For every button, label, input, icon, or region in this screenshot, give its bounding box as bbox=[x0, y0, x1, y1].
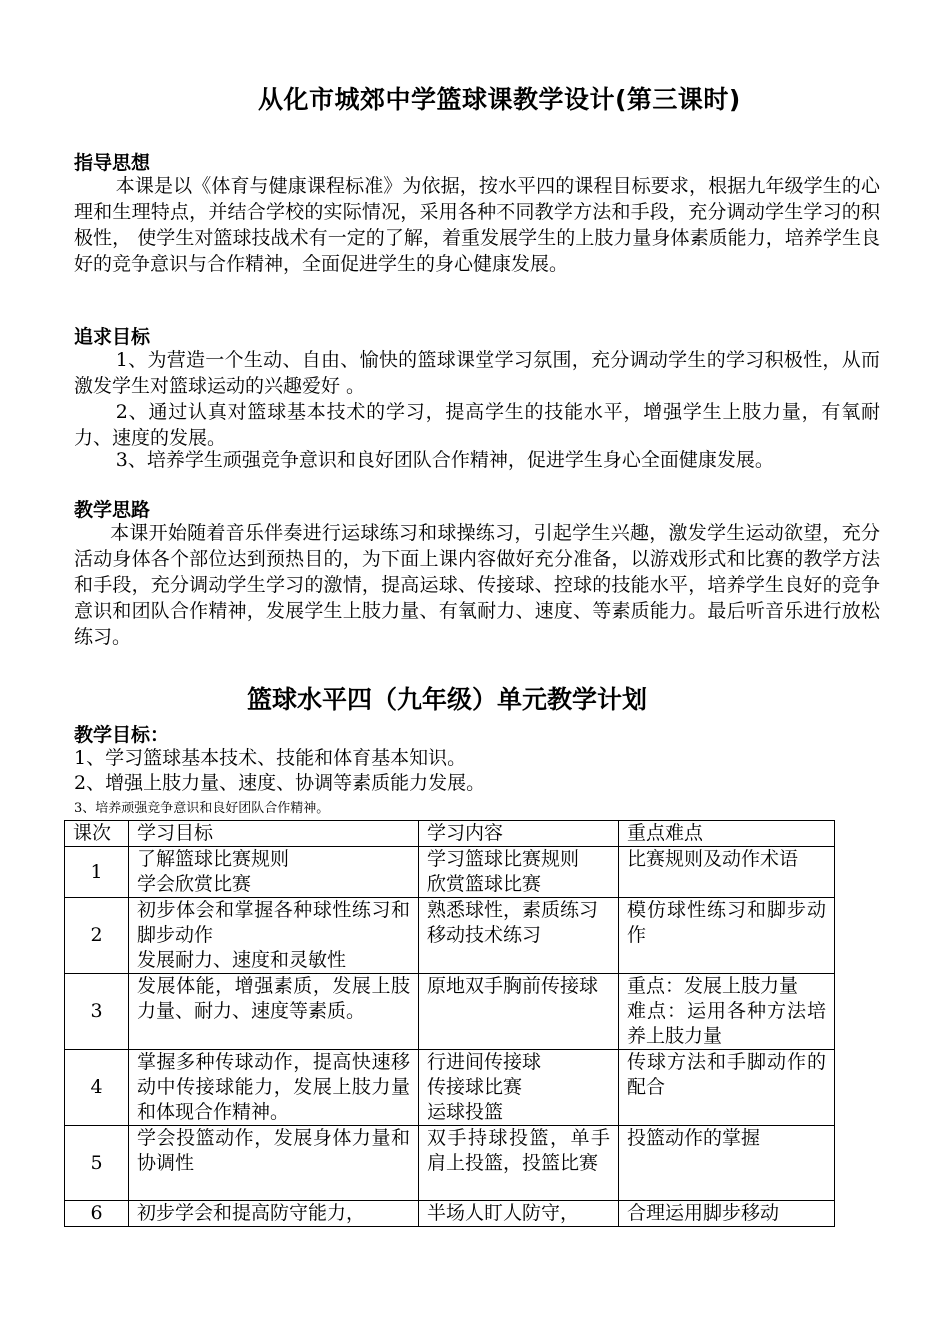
header-goal: 学习目标 bbox=[129, 821, 419, 847]
lesson-goal: 了解篮球比赛规则 学会欣赏比赛 bbox=[129, 847, 419, 898]
lesson-goal: 初步体会和掌握各种球性练习和脚步动作 发展耐力、速度和灵敏性 bbox=[129, 898, 419, 974]
lesson-content: 学习篮球比赛规则 欣赏篮球比赛 bbox=[419, 847, 619, 898]
lesson-number: 1 bbox=[65, 847, 129, 898]
lesson-number: 4 bbox=[65, 1050, 129, 1126]
lesson-goal: 发展体能，增强素质，发展上肢力量、耐力、速度等素质。 bbox=[129, 974, 419, 1050]
lesson-key-points: 比赛规则及动作术语 bbox=[619, 847, 835, 898]
lesson-goal: 学会投篮动作，发展身体力量和协调性 bbox=[129, 1126, 419, 1201]
lesson-key-points: 合理运用脚步移动 bbox=[619, 1201, 835, 1227]
objective-item-1: 1、学习篮球基本技术、技能和体育基本知识。 bbox=[74, 747, 467, 769]
table-header-row bbox=[65, 821, 835, 847]
unit-plan-table bbox=[64, 820, 835, 1227]
unit-title: 篮球水平四（九年级）单元教学计划 bbox=[247, 685, 648, 714]
lesson-content: 双手持球投篮，单手肩上投篮，投篮比赛 bbox=[419, 1126, 619, 1201]
document-title: 从化市城郊中学篮球课教学设计(第三课时) bbox=[258, 85, 741, 114]
header-content: 学习内容 bbox=[419, 821, 619, 847]
objective-item-2: 2、增强上肢力量、速度、协调等素质能力发展。 bbox=[74, 772, 486, 794]
lesson-content: 行进间传接球 传接球比赛 运球投篮 bbox=[419, 1050, 619, 1126]
table-row bbox=[65, 1201, 835, 1227]
approach-paragraph: 本课开始随着音乐伴奏进行运球练习和球操练习，引起学生兴趣，激发学生运动欲望，充分活动身体各个部位达到预热目的，为下面上课内容做好充分准备，以游戏形式和比赛的教学方法和手段，充分调动学生学习的激情，提高运球、传接球、控球的技能水平，培养学生良好的竞争意识和团队合作精神，发展学生上肢力量、有氧耐力、速度、等素质能力。最后听音乐进行放松练习。 bbox=[74, 522, 880, 648]
guide-paragraph: 本课是以《体育与健康课程标准》为依据，按水平四的课程目标要求，根据九年级学生的心理和生理特点，并结合学校的实际情况，采用各种不同教学方法和手段，充分调动学生学习的积极性， 使学生对篮球技战术有一定的了解，着重发展学生的上肢力量身体素质能力，培养学生良好的竞争意识与合作精神，全面促进学生的身心健康发展。 bbox=[74, 175, 880, 275]
goal-item-3: 3、培养学生顽强竞争意识和良好团队合作精神，促进学生身心全面健康发展。 bbox=[115, 449, 774, 471]
approach-heading: 教学思路 bbox=[74, 499, 151, 521]
lesson-number: 5 bbox=[65, 1126, 129, 1201]
lesson-goal: 初步学会和提高防守能力， bbox=[129, 1201, 419, 1227]
table-row bbox=[65, 1050, 835, 1126]
table-row bbox=[65, 974, 835, 1050]
goals-heading: 追求目标 bbox=[74, 326, 151, 348]
objectives-heading: 教学目标： bbox=[74, 724, 170, 746]
lesson-content: 熟悉球性，素质练习 移动技术练习 bbox=[419, 898, 619, 974]
goal-item-2: 2、通过认真对篮球基本技术的学习，提高学生的技能水平，增强学生上肢力量，有氧耐力、速度的发展。 bbox=[74, 401, 880, 449]
lesson-key-points: 投篮动作的掌握 bbox=[619, 1126, 835, 1201]
header-lesson: 课次 bbox=[65, 821, 129, 847]
table-row bbox=[65, 898, 835, 974]
lesson-key-points: 重点：发展上肢力量 难点：运用各种方法培养上肢力量 bbox=[619, 974, 835, 1050]
table-row bbox=[65, 1126, 835, 1201]
lesson-number: 6 bbox=[65, 1201, 129, 1227]
goal-item-1: 1、为营造一个生动、自由、愉快的篮球课堂学习氛围，充分调动学生的学习积极性，从而激发学生对篮球运动的兴趣爱好 。 bbox=[74, 349, 880, 397]
objective-item-3: 3、培养顽强竞争意识和良好团队合作精神。 bbox=[74, 801, 330, 816]
lesson-number: 2 bbox=[65, 898, 129, 974]
header-key-points: 重点难点 bbox=[619, 821, 835, 847]
lesson-content: 原地双手胸前传接球 bbox=[419, 974, 619, 1050]
lesson-key-points: 模仿球性练习和脚步动作 bbox=[619, 898, 835, 974]
lesson-key-points: 传球方法和手脚动作的配合 bbox=[619, 1050, 835, 1126]
lesson-content: 半场人盯人防守， bbox=[419, 1201, 619, 1227]
lesson-number: 3 bbox=[65, 974, 129, 1050]
lesson-goal: 掌握多种传球动作，提高快速移动中传接球能力，发展上肢力量和体现合作精神。 bbox=[129, 1050, 419, 1126]
guide-heading: 指导思想 bbox=[74, 152, 151, 174]
table-row bbox=[65, 847, 835, 898]
